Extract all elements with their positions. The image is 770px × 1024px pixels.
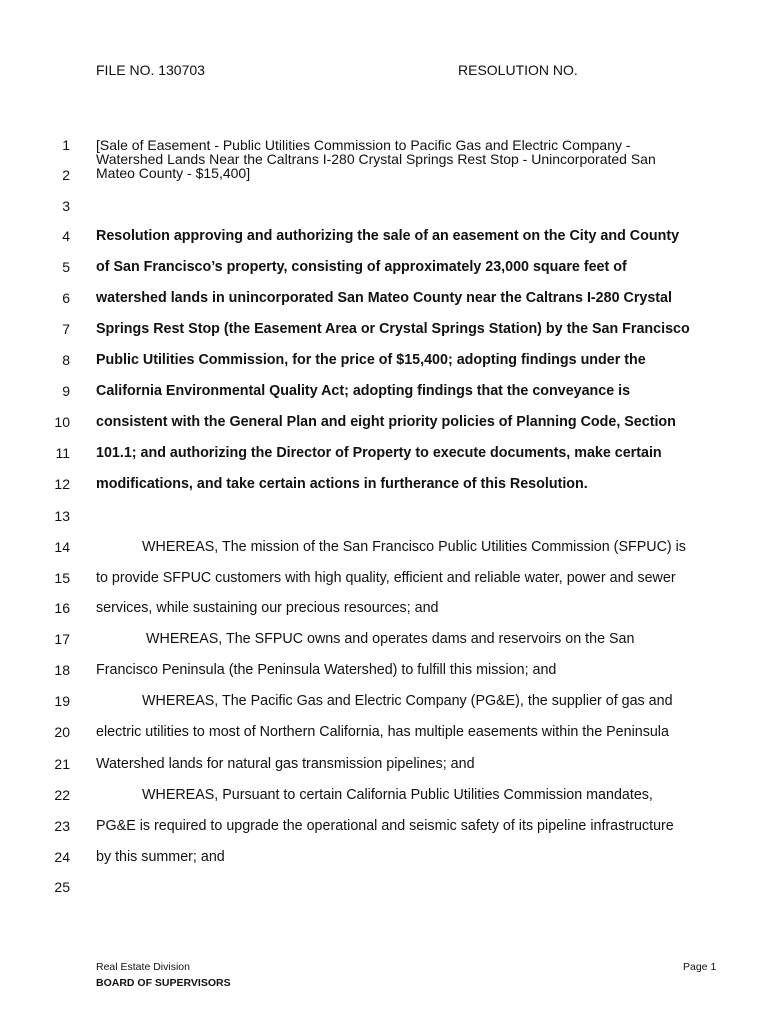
line-number: 13 bbox=[54, 508, 70, 524]
file-number: FILE NO. 130703 bbox=[96, 62, 205, 78]
line-number: 1 bbox=[62, 137, 70, 153]
body-line: Watershed lands for natural gas transmission pipelines; and bbox=[96, 756, 475, 772]
caption bbox=[96, 138, 716, 180]
line-number: 15 bbox=[54, 570, 70, 586]
line-number: 7 bbox=[62, 321, 70, 337]
line-number: 8 bbox=[62, 352, 70, 368]
caption-line: Watershed Lands Near the Caltrans I-280 Crystal Springs Rest Stop - Unincorporated San bbox=[96, 151, 656, 167]
title-line: Resolution approving and authorizing the sale of an easement on the City and County bbox=[96, 228, 680, 244]
body-line: to provide SFPUC customers with high quality, efficient and reliable water, power and sewer bbox=[96, 570, 676, 586]
body-line: services, while sustaining our precious resources; and bbox=[96, 600, 439, 616]
resolution-number: RESOLUTION NO. bbox=[458, 62, 578, 78]
title-line: watershed lands in unincorporated San Mateo County near the Caltrans I-280 Crystal bbox=[96, 290, 672, 306]
line-number: 3 bbox=[62, 198, 70, 214]
line-number: 10 bbox=[54, 414, 70, 430]
body-line: WHEREAS, The SFPUC owns and operates dams and reservoirs on the San bbox=[146, 631, 635, 647]
line-number: 24 bbox=[54, 849, 70, 865]
line-number: 14 bbox=[54, 539, 70, 555]
footer-board: BOARD OF SUPERVISORS bbox=[96, 977, 231, 989]
body-line: Francisco Peninsula (the Peninsula Watershed) to fulfill this mission; and bbox=[96, 662, 557, 678]
line-number: 23 bbox=[54, 818, 70, 834]
body-line: WHEREAS, The mission of the San Francisco Public Utilities Commission (SFPUC) is bbox=[142, 539, 686, 555]
body-line: electric utilities to most of Northern California, has multiple easements within the Peninsula bbox=[96, 724, 669, 740]
line-number: 9 bbox=[62, 383, 70, 399]
line-number: 16 bbox=[54, 600, 70, 616]
footer-division: Real Estate Division bbox=[96, 961, 190, 973]
line-number: 22 bbox=[54, 787, 70, 803]
footer-page-number: Page 1 bbox=[683, 961, 717, 973]
line-number: 5 bbox=[62, 259, 70, 275]
title-line: modifications, and take certain actions in furtherance of this Resolution. bbox=[96, 476, 588, 492]
line-number: 25 bbox=[54, 879, 70, 895]
line-number: 2 bbox=[62, 167, 70, 183]
line-number: 21 bbox=[54, 756, 70, 772]
caption-line: Mateo County - $15,400] bbox=[96, 165, 251, 181]
line-number: 20 bbox=[54, 724, 70, 740]
title-line: Springs Rest Stop (the Easement Area or Crystal Springs Station) by the San Francisco bbox=[96, 321, 690, 337]
line-number: 12 bbox=[54, 476, 70, 492]
body-line: WHEREAS, Pursuant to certain California Public Utilities Commission mandates, bbox=[142, 787, 653, 803]
body-line: by this summer; and bbox=[96, 849, 225, 865]
title-line: California Environmental Quality Act; adopting findings that the conveyance is bbox=[96, 383, 631, 399]
title-line: consistent with the General Plan and eight priority policies of Planning Code, Section bbox=[96, 414, 676, 430]
title-line: Public Utilities Commission, for the price of $15,400; adopting findings under the bbox=[96, 352, 646, 368]
caption-line: [Sale of Easement - Public Utilities Commission to Pacific Gas and Electric Company - bbox=[96, 137, 631, 153]
title-line: 101.1; and authorizing the Director of Property to execute documents, make certain bbox=[96, 445, 662, 461]
line-number: 18 bbox=[54, 662, 70, 678]
line-number: 6 bbox=[62, 290, 70, 306]
line-number: 11 bbox=[55, 445, 70, 461]
line-number: 4 bbox=[62, 228, 70, 244]
body-line: PG&E is required to upgrade the operational and seismic safety of its pipeline infrastructure bbox=[96, 818, 674, 834]
title-line: of San Francisco’s property, consisting of approximately 23,000 square feet of bbox=[96, 259, 627, 275]
line-number: 17 bbox=[54, 631, 70, 647]
line-number: 19 bbox=[54, 693, 70, 709]
body-line: WHEREAS, The Pacific Gas and Electric Company (PG&E), the supplier of gas and bbox=[142, 693, 673, 709]
